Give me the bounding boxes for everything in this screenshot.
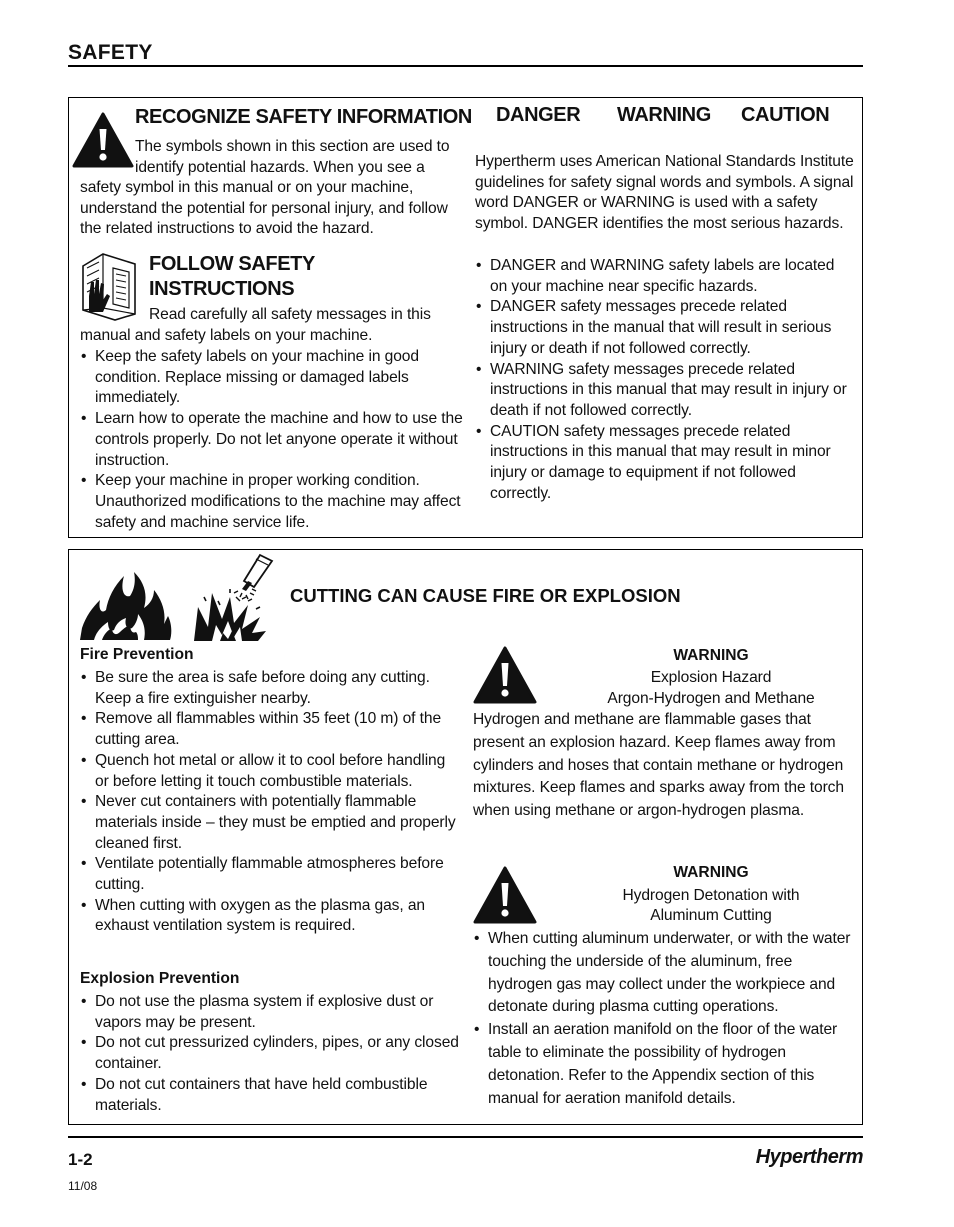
explosion-prevention-list (80, 992, 460, 1116)
list-item: • Keep your machine in proper working condition. Unauthorized modifications to the machine may affect safety and machine service life. (80, 471, 465, 533)
warning-triangle-icon (473, 866, 537, 924)
fire-prevention-heading: Fire Prevention (80, 646, 194, 663)
list-item: • Ventilate potentially flammable atmospheres before cutting. (80, 854, 460, 895)
warning1-text: Hydrogen and methane are flammable gases that present an explosion hazard. Keep flames away from cylinders and hoses that contain methane or hydrogen mixtures. Keep flames and sparks away from the torch when using methane or argon-hydrogen plasma. (473, 711, 844, 820)
signal-words-intro: Hypertherm uses American National Standards Institute guidelines for safety signal words and symbols. A signal word DANGER or WARNING is used with a safety symbol. DANGER identifies the most serious hazards. (475, 153, 854, 233)
warning1-line2: Argon-Hydrogen and Methane (607, 690, 815, 707)
warning2-line2: Aluminum Cutting (650, 907, 772, 924)
follow-bullet-list (80, 347, 465, 533)
follow-heading-line1: FOLLOW SAFETY (149, 253, 315, 275)
list-item: • DANGER safety messages precede related instructions in the manual that will result in serious injury or death if not followed correctly. (475, 297, 855, 359)
list-item: • Be sure the area is safe before doing any cutting. Keep a fire extinguisher nearby. (80, 668, 460, 709)
list-item: • When cutting aluminum underwater, or with the water touching the underside of the aluminum, free hydrogen gas may collect under the workpiece and detonate during plasma cutting operations. (473, 928, 859, 1019)
follow-heading-line2: INSTRUCTIONS (149, 278, 295, 300)
explosion-icon (190, 553, 276, 641)
explosion-prevention-heading: Explosion Prevention (80, 970, 240, 987)
warning2-bullet-list (473, 928, 859, 1110)
warning1-title: WARNING (673, 647, 749, 664)
fire-heading: CUTTING CAN CAUSE FIRE OR EXPLOSION (290, 585, 681, 606)
fire-prevention-list (80, 668, 460, 937)
list-item: • Do not use the plasma system if explosive dust or vapors may be present. (80, 992, 460, 1033)
list-item: • Learn how to operate the machine and how to use the controls properly. Do not let anyone operate it without instruction. (80, 409, 465, 471)
warning2-line1: Hydrogen Detonation with (622, 887, 800, 904)
footer-rule (68, 1136, 863, 1138)
list-item: • Keep the safety labels on your machine in good condition. Replace missing or damaged labels immediately. (80, 347, 465, 409)
follow-intro-line1: Read carefully all safety messages in this (149, 306, 431, 323)
brand-logo: Hypertherm (755, 1146, 863, 1168)
follow-intro-rest: manual and safety labels on your machine. (80, 327, 373, 344)
list-item: • Quench hot metal or allow it to cool before handling or before letting it touch combustible materials. (80, 751, 460, 792)
revision-date: 11/08 (68, 1179, 98, 1193)
warning-triangle-icon (72, 112, 134, 168)
follow-heading (149, 252, 315, 302)
list-item: • WARNING safety messages precede related instructions in this manual that may result in injury or death if not followed correctly. (475, 360, 855, 422)
signal-word-warning: WARNING (617, 104, 711, 126)
list-item: • Never cut containers with potentially flammable materials inside – they must be emptied and properly cleaned first. (80, 792, 460, 854)
warning-triangle-icon (473, 646, 537, 704)
signal-word-danger: DANGER (496, 104, 581, 126)
header-rule (68, 65, 863, 67)
list-item: • DANGER and WARNING safety labels are located on your machine near specific hazards. (475, 256, 855, 297)
warning1-line1: Explosion Hazard (650, 669, 772, 686)
list-item: • Install an aeration manifold on the floor of the water table to eliminate the possibility of hydrogen detonation. Refer to the Appendix section of this manual for aeration manifold details. (473, 1019, 859, 1110)
signal-words-bullet-list (475, 256, 855, 504)
page-number: 1-2 (68, 1150, 93, 1169)
list-item: • CAUTION safety messages precede related instructions in this manual that may result in minor injury or damage to equipment if not followed correctly. (475, 422, 855, 505)
signal-word-caution: CAUTION (741, 104, 830, 126)
list-item: • Do not cut pressurized cylinders, pipes, or any closed container. (80, 1033, 460, 1074)
list-item: • When cutting with oxygen as the plasma gas, an exhaust ventilation system is required. (80, 896, 460, 937)
warning2-title: WARNING (673, 864, 749, 881)
list-item: • Do not cut containers that have held combustible materials. (80, 1075, 460, 1116)
recognize-text-rest: safety symbol in this manual or on your machine, understand the potential for personal injury, and follow the related instructions to avoid the hazard. (80, 179, 448, 238)
recognize-heading: RECOGNIZE SAFETY INFORMATION (135, 106, 472, 128)
list-item: • Remove all flammables within 35 feet (10 m) of the cutting area. (80, 709, 460, 750)
fire-icon (80, 568, 172, 640)
recognize-text-top: The symbols shown in this section are used to identify potential hazards. When you see a (135, 138, 450, 176)
page-title: SAFETY (68, 41, 153, 64)
safety-manual-icon (75, 252, 143, 322)
